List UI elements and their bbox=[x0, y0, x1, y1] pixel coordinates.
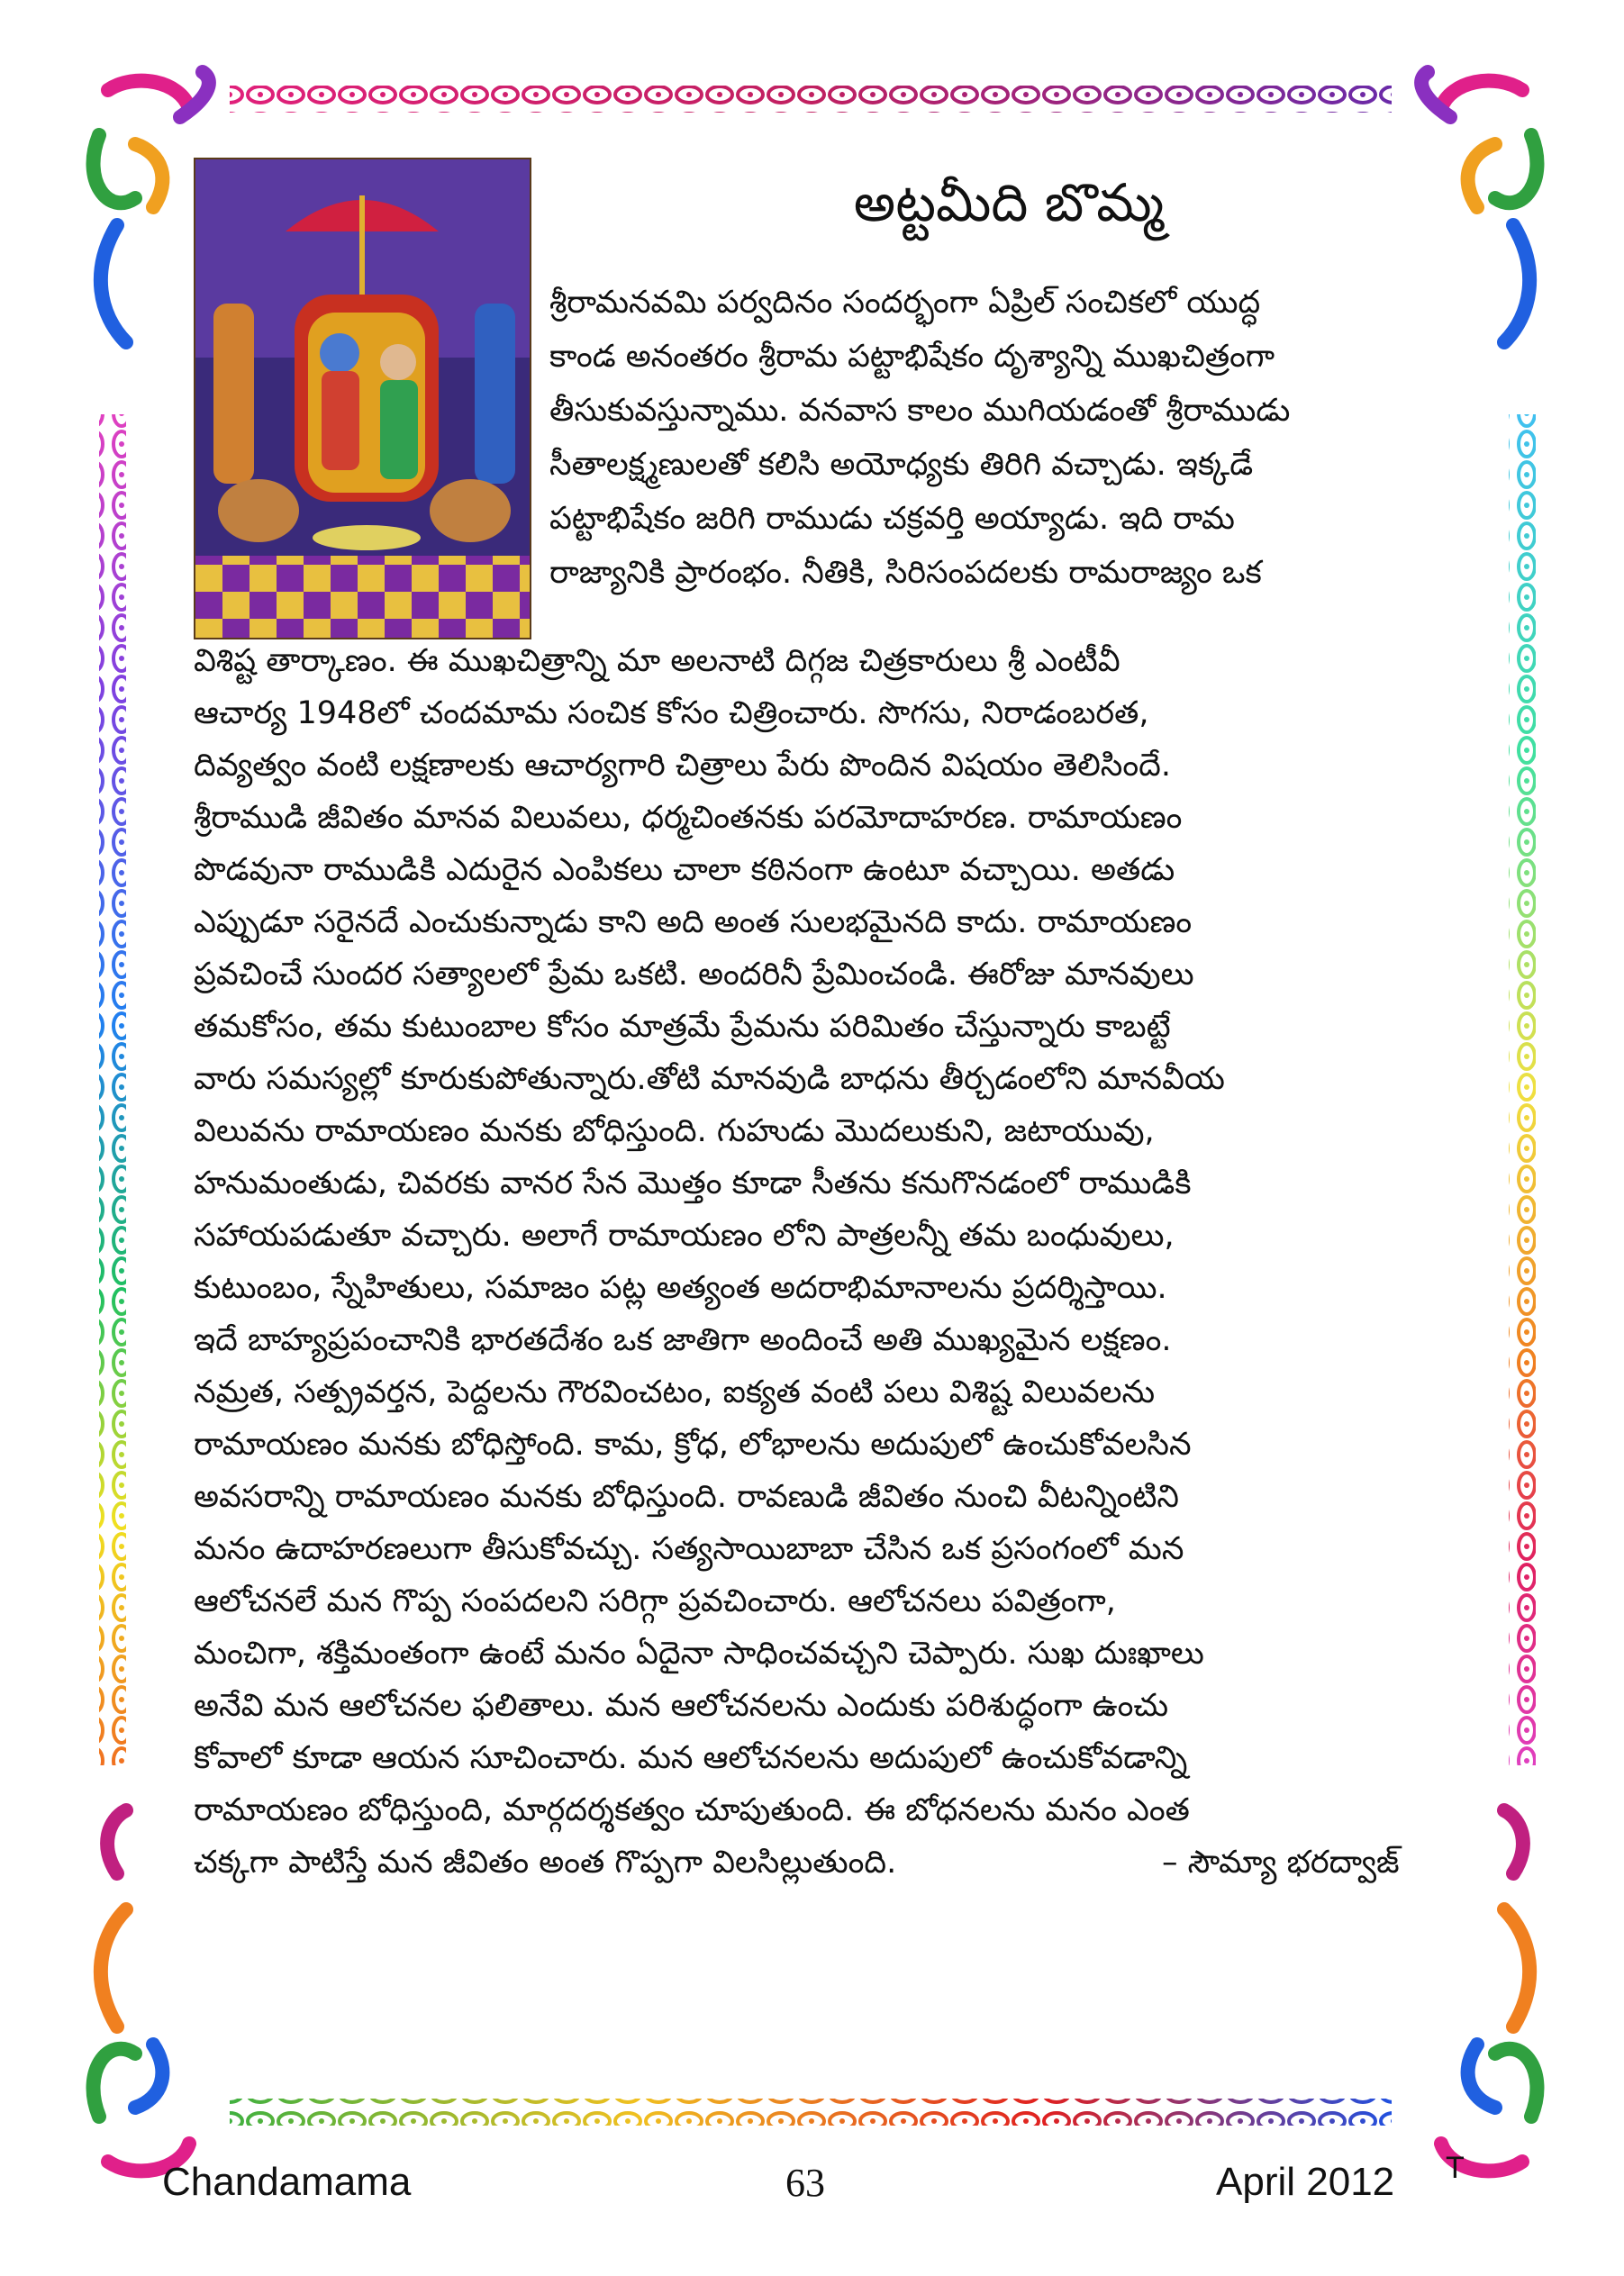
issue-date: April 2012 bbox=[1216, 2160, 1395, 2204]
body-line: రామాయణం మనకు బోధిస్తోంది. కామ, క్రోధ, లోభాలను అదుపులో ఉంచుకోవలసిన bbox=[194, 1427, 1192, 1463]
body-line: సహాయపడుతూ వచ్చారు. అలాగే రామాయణం లోని పాత్రలన్నీ తమ బంధువులు, bbox=[194, 1218, 1175, 1254]
body-line: మంచిగా, శక్తిమంతంగా ఉంటే మనం ఏదైనా సాధించవచ్చని చెప్పారు. సుఖ దుఃఖాలు bbox=[194, 1636, 1204, 1672]
body-line: కాండ అనంతరం శ్రీరామ పట్టాభిషేకం దృశ్యాన్ని ముఖచిత్రంగా bbox=[549, 339, 1275, 375]
body-line: మనం ఉదాహరణలుగా తీసుకోవచ్చు. సత్యసాయిబాబా చేసిన ఒక ప్రసంగంలో మన bbox=[194, 1531, 1184, 1567]
corner-ornament-bottom-left bbox=[94, 1810, 189, 2171]
page-number: 63 bbox=[785, 2161, 825, 2205]
magazine-name: Chandamama bbox=[162, 2160, 412, 2204]
body-line: విలువను రామాయణం మనకు బోధిస్తుంది. గుహుడు మొదలుకుని, జటాయువు, bbox=[194, 1113, 1155, 1149]
page-mark: T bbox=[1446, 2151, 1465, 2185]
article-title: అట్టమీది బొమ్మ bbox=[853, 172, 1165, 233]
body-line: చక్కగా పాటిస్తే మన జీవితం అంత గొప్పగా విలసిల్లుతుంది. bbox=[194, 1845, 897, 1881]
body-line: ఆచార్య 1948లో చందమామ సంచిక కోసం చిత్రించారు. సొగసు, నిరాడంబరత, bbox=[194, 695, 1149, 731]
body-line: రాజ్యానికి ప్రారంభం. నీతికి, సిరిసంపదలకు రామరాజ్యం ఒక bbox=[549, 555, 1262, 591]
corner-ornament-bottom-right bbox=[1441, 1810, 1537, 2171]
body-line: ఇదే బాహ్యప్రపంచానికి భారతదేశం ఒక జాతిగా అందించే అతి ముఖ్యమైన లక్షణం. bbox=[194, 1322, 1172, 1358]
body-line: సీతాలక్ష్మణులతో కలిసి అయోధ్యకు తిరిగి వచ్చాడు. ఇక్కడే bbox=[549, 447, 1254, 483]
body-line: దివ్యత్వం వంటి లక్షణాలకు ఆచార్యగారి చిత్రాలు పేరు పొందిన విషయం తెలిసిందే. bbox=[194, 748, 1171, 784]
corner-ornament-top-left bbox=[94, 72, 209, 342]
body-line: తమకోసం, తమ కుటుంబాల కోసం మాత్రమే ప్రేమను పరిమితం చేస్తున్నారు కాబట్టే bbox=[194, 1009, 1171, 1045]
body-line: పట్టాభిషేకం జరిగి రాముడు చక్రవర్తి అయ్యాడు. ఇది రామ bbox=[549, 501, 1235, 537]
body-line: హనుమంతుడు, చివరకు వానర సేన మొత్తం కూడా సీతను కనుగొనడంలో రాముడికి bbox=[194, 1165, 1192, 1201]
body-line: అనేవి మన ఆలోచనల ఫలితాలు. మన ఆలోచనలను ఎందుకు పరిశుద్ధంగా ఉంచు bbox=[194, 1688, 1169, 1724]
body-line: శ్రీరాముడి జీవితం మానవ విలువలు, ధర్మచింతనకు పరమోదాహరణ. రామాయణం bbox=[194, 800, 1183, 836]
body-line: వారు సమస్యల్లో కూరుకుపోతున్నారు.తోటి మానవుడి బాధను తీర్చడంలోని మానవీయ bbox=[194, 1061, 1225, 1097]
author-signature: – సౌమ్యా భరద్వాజ్ bbox=[1162, 1845, 1400, 1881]
body-line: రామాయణం బోధిస్తుంది, మార్గదర్శకత్వం చూపుతుంది. ఈ బోధనలను మనం ఎంత bbox=[194, 1792, 1190, 1828]
body-line: కోవాలో కూడా ఆయన సూచించారు. మన ఆలోచనలను అదుపులో ఉంచుకోవడాన్ని bbox=[194, 1740, 1188, 1776]
body-line: కుటుంబం, స్నేహితులు, సమాజం పట్ల అత్యంత అదరాభిమానాలను ప్రదర్శిస్తాయి. bbox=[194, 1270, 1167, 1306]
body-line: అవసరాన్ని రామాయణం మనకు బోధిస్తుంది. రావణుడి జీవితం నుంచి వీటన్నింటిని bbox=[194, 1479, 1179, 1515]
body-line: శ్రీరామనవమి పర్వదినం సందర్భంగా ఏప్రిల్ సంచికలో యుద్ధ bbox=[549, 285, 1261, 321]
body-line: నమ్రత, సత్ప్రవర్తన, పెద్దలను గౌరవించటం, ఐక్యత వంటి పలు విశిష్ట విలువలను bbox=[194, 1374, 1156, 1410]
body-line: తీసుకువస్తున్నాము. వనవాస కాలం ముగియడంతో శ్రీరాముడు bbox=[549, 393, 1291, 429]
body-line: పొడవునా రాముడికి ఎదురైన ఎంపికలు చాలా కఠినంగా ఉంటూ వచ్చాయి. అతడు bbox=[194, 852, 1175, 888]
body-line: ఎప్పుడూ సరైనదే ఎంచుకున్నాడు కాని అది అంత సులభమైనది కాదు. రామాయణం bbox=[194, 904, 1193, 940]
coronation-illustration bbox=[194, 158, 531, 639]
body-line: ఆలోచనలే మన గొప్ప సంపదలని సరిగ్గా ప్రవచించారు. ఆలోచనలు పవిత్రంగా, bbox=[194, 1583, 1116, 1619]
body-line: విశిష్ట తార్కాణం. ఈ ముఖచిత్రాన్ని మా అలనాటి దిగ్గజ చిత్రకారులు శ్రీ ఎంటీవీ bbox=[194, 643, 1120, 679]
body-line: ప్రవచించే సుందర సత్యాలలో ప్రేమ ఒకటి. అందరినీ ప్రేమించండి. ఈరోజు మానవులు bbox=[194, 957, 1194, 993]
